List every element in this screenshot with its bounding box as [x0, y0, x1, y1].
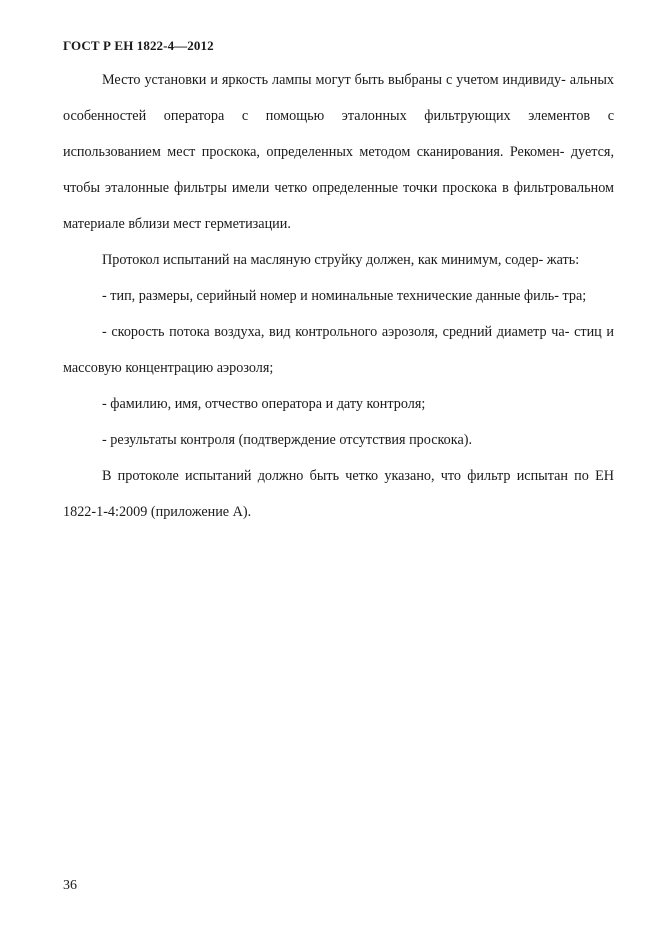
list-item-airflow: - скорость потока воздуха, вид контрольного аэрозоля, средний диаметр ча- стиц и массовую концентрацию аэрозоля; — [63, 324, 614, 376]
page-number: 36 — [63, 878, 77, 893]
list-item-results: - результаты контроля (подтверждение отсутствия проскока). — [102, 432, 473, 448]
paragraph-closing: В протоколе испытаний должно быть четко указано, что фильтр испытан по ЕН 1822-1-4:2009 (приложение А). — [63, 468, 614, 520]
paragraph-lamp-placement: Место установки и яркость лампы могут быть выбраны с учетом индивиду- альных особенностей оператора с помощью эталонных фильтрующих элементов с использованием мест проскока, определенных методом сканирования. Рекомен- дуется, чтобы эталонные фильтры имели четко определенные точки проскока в фильтровальном материале вблизи мест герметизации. — [63, 72, 614, 232]
paragraph-protocol-intro: Протокол испытаний на масляную струйку должен, как минимум, содер- жать: — [102, 252, 580, 268]
list-item-filter-type: - тип, размеры, серийный номер и номинальные технические данные филь- тра; — [102, 288, 587, 304]
list-item-operator: - фамилию, имя, отчество оператора и дату контроля; — [102, 396, 426, 412]
document-body — [63, 62, 614, 530]
document-header: ГОСТ Р ЕН 1822-4—2012 — [63, 38, 214, 53]
